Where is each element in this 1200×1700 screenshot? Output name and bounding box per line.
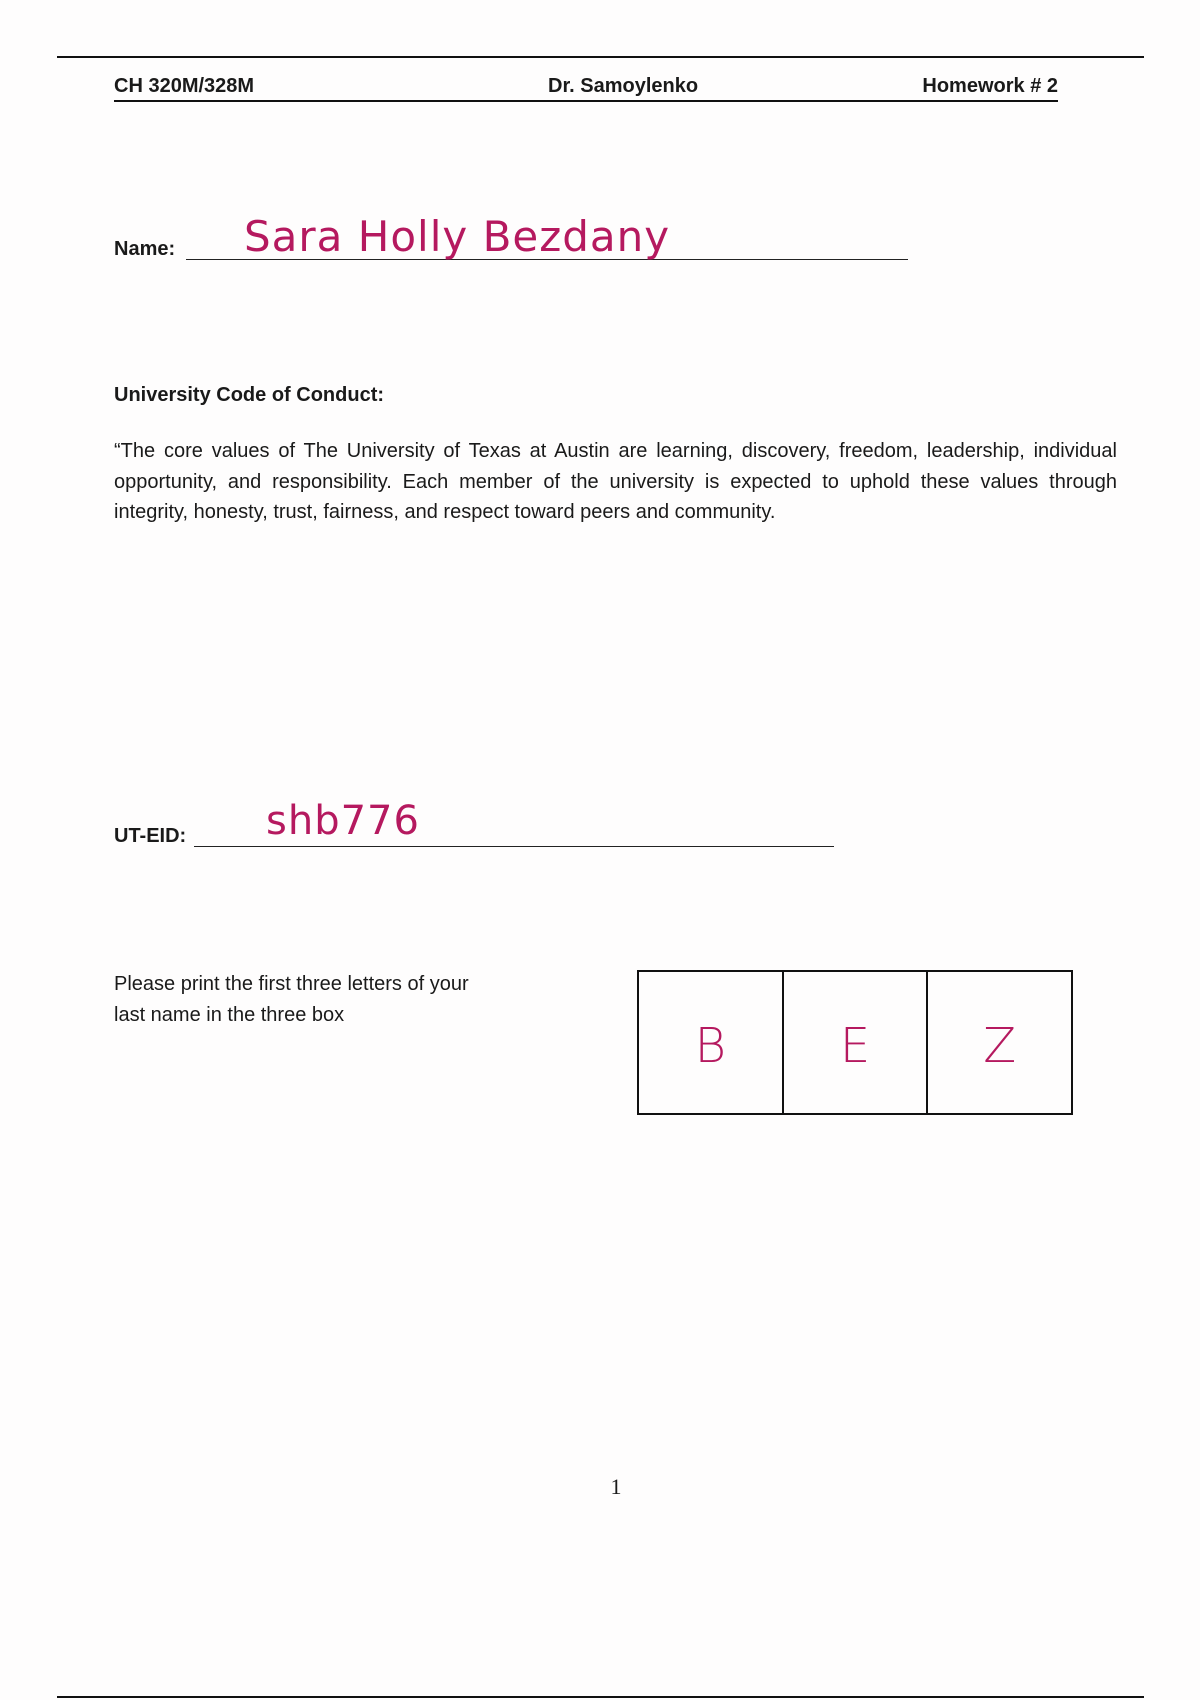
top-rule — [57, 56, 1144, 58]
eid-handwritten[interactable]: shb776 — [266, 798, 420, 844]
eid-label: UT-EID: — [114, 825, 187, 847]
code-of-conduct-heading: University Code of Conduct: — [114, 384, 385, 406]
course-code: CH 320M/328M — [114, 75, 255, 97]
letter-box-1[interactable] — [639, 972, 784, 1113]
letter-box-2[interactable] — [784, 972, 929, 1113]
name-handwritten[interactable]: Sara Holly Bezdany — [244, 212, 671, 261]
page-header — [114, 74, 1058, 102]
instructor-name: Dr. Samoylenko — [548, 75, 699, 97]
letter-1: B — [694, 1017, 727, 1074]
bottom-rule — [57, 1696, 1144, 1698]
name-label: Name: — [114, 238, 176, 260]
letters-instructions: Please print the first three letters of your last name in the three box — [114, 973, 469, 1026]
eid-blank-line — [194, 846, 834, 847]
letter-2: E — [839, 1017, 871, 1074]
assignment-title: Homework # 2 — [922, 75, 1058, 97]
letter-box-3[interactable] — [928, 972, 1071, 1113]
code-of-conduct-text: “The core values of The University of Texas at Austin are learning, discovery, freedom, leadership, individual opportunity, and responsibility. Each member of the university is expected to uphold these values through integrity, honesty, trust, fairness, and respect toward peers and community. — [114, 440, 1117, 523]
letter-boxes — [637, 970, 1073, 1115]
page-number: 1 — [610, 1474, 622, 1499]
letter-3: Z — [983, 1017, 1017, 1074]
